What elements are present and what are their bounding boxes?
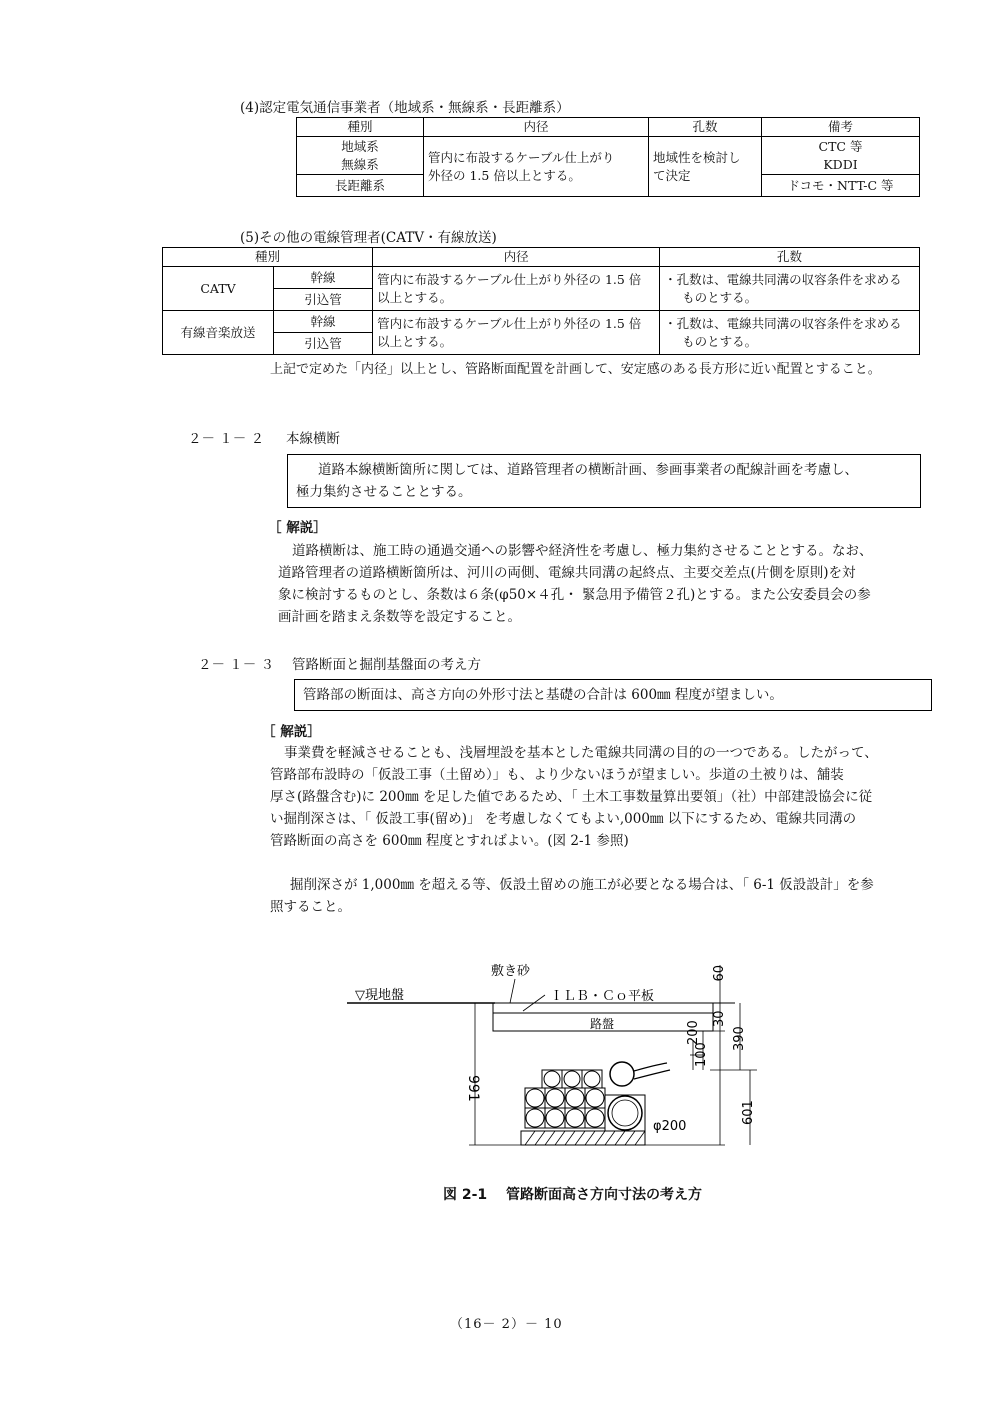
phi-label: φ200 — [653, 1119, 687, 1134]
section-title: 管路断面と掘削基盤面の考え方 — [292, 657, 481, 673]
commentary-label: ［ 解説］ — [268, 520, 327, 536]
sub-drop: 引込管 — [274, 289, 373, 311]
holes-cell: ・孔数は、電線共同溝の収容条件を求める ものとする。 — [660, 267, 920, 311]
inner-cell: 管内に布設するケーブル仕上がり外径の 1.5 倍 以上とする。 — [373, 311, 660, 355]
section-number: ２－ １－ ２ — [188, 431, 265, 447]
ilb-slab — [493, 1003, 713, 1013]
sand-label: 敷き砂 — [491, 964, 531, 979]
pipe-section-diagram — [345, 955, 777, 1173]
type-long-distance: 長距離系 — [297, 175, 424, 197]
figure-caption: 図 2-1 管路断面高さ方向寸法の考え方 — [443, 1187, 703, 1203]
sub-drop: 引込管 — [274, 333, 373, 355]
type-music: 有線音楽放送 — [163, 311, 274, 355]
header-notes: 備考 — [762, 118, 920, 137]
requirement-box: 管路部の断面は、高さ方向の外形寸法と基礎の合計は 600㎜ 程度が望ましい。 — [294, 679, 932, 711]
section-number: ２－ １－ ３ — [198, 657, 275, 673]
type-catv: CATV — [163, 267, 274, 311]
commentary-text: 道路横断は、施工時の通過交通への影響や経済性を考慮し、極力集約させることとする。なお、 道路管理者の道路横断箇所は、河川の両側、電線共同溝の起終点、主要交差点(片側を原則)を対 象に検討するものとし、条数は６条(φ50×４孔・ 緊急用予備管２孔)とする。また公安委員会の参 画計画を踏まえ条数等を設定すること。 — [278, 543, 873, 625]
header-holes: 孔数 — [649, 118, 762, 137]
table-footer-note: 上記で定めた「内径」以上とし、管路断面配置を計画して、安定感のある長方形に近い配置とすること。 — [270, 362, 881, 377]
notes-cell-1: CTC 等 KDDI — [762, 137, 920, 175]
inner-cell: 管内に布設するケーブル仕上がり 外径の 1.5 倍以上とする。 — [424, 137, 649, 197]
holes-cell: 地域性を検討し て決定 — [649, 137, 762, 197]
header-type: 種別 — [297, 118, 424, 137]
dim-100: 100 — [694, 1042, 709, 1067]
ground-label: ▽現地盤 — [355, 988, 404, 1003]
dim-991: 991 — [465, 1075, 481, 1102]
ilb-label: ＩＬＢ・Ｃｏ平板 — [550, 989, 655, 1004]
sub-trunk: 幹線 — [274, 267, 373, 289]
requirement-box: 道路本線横断箇所に関しては、道路管理者の横断計画、参画事業者の配線計画を考慮し、 極力集約させることとする。 — [287, 454, 921, 508]
type-regional: 地域系 無線系 — [297, 137, 424, 175]
base-label: 路盤 — [590, 1017, 615, 1031]
holes-cell: ・孔数は、電線共同溝の収容条件を求める ものとする。 — [660, 311, 920, 355]
header-inner: 内径 — [373, 248, 660, 267]
commentary-label: ［ 解説］ — [262, 724, 321, 740]
header-holes: 孔数 — [660, 248, 920, 267]
small-conduits — [525, 1070, 605, 1128]
page-number: （16－ 2）－ 10 — [450, 1317, 563, 1332]
inner-cell: 管内に布設するケーブル仕上がり外径の 1.5 倍 以上とする。 — [373, 267, 660, 311]
header-inner: 内径 — [424, 118, 649, 137]
large-conduit — [608, 1096, 642, 1130]
large-conduit-box — [605, 1095, 645, 1131]
dim-390: 390 — [732, 1026, 747, 1051]
bend-pipe — [610, 1062, 634, 1086]
section5-title: (5)その他の電線管理者(CATV・有線放送) — [240, 230, 497, 246]
sub-trunk: 幹線 — [274, 311, 373, 333]
table-telecom — [296, 117, 920, 197]
notes-cell-2: ドコモ・NTT-C 等 — [762, 175, 920, 197]
section4-title: (4)認定電気通信事業者（地域系・無線系・長距離系） — [240, 100, 570, 116]
dim-60: 60 — [712, 965, 727, 982]
table-other — [162, 247, 920, 355]
dim-30: 30 — [712, 1010, 727, 1027]
commentary-text: 事業費を軽減させることも、浅層埋設を基本とした電線共同溝の目的の一つである。したがって、 管路部布設時の「仮設工事（土留め）」も、より少ないほうが望ましい。歩道の土被りは、舗装 厚さ(路盤含む)に 200㎜ を足した値であるため、「 土木工事数量算出要領」（社）中部建設協会に従 い掘削深さは、「 仮設工事(留め)」 を考慮しなくてもよい,000㎜ 以下にするため、電線共同溝の 管路断面の高さを 600㎜ 程度とすればよい。(図 2-1 参照) 掘削深さが 1,000㎜ を超える等、仮設土留めの施工が必要となる場合は、「 6-1 仮設設計」を参 照すること。 — [270, 745, 878, 915]
dim-200: 200 — [686, 1020, 701, 1045]
header-type: 種別 — [163, 248, 373, 267]
dim-601: 601 — [741, 1100, 756, 1125]
section-title: 本線横断 — [286, 431, 340, 447]
